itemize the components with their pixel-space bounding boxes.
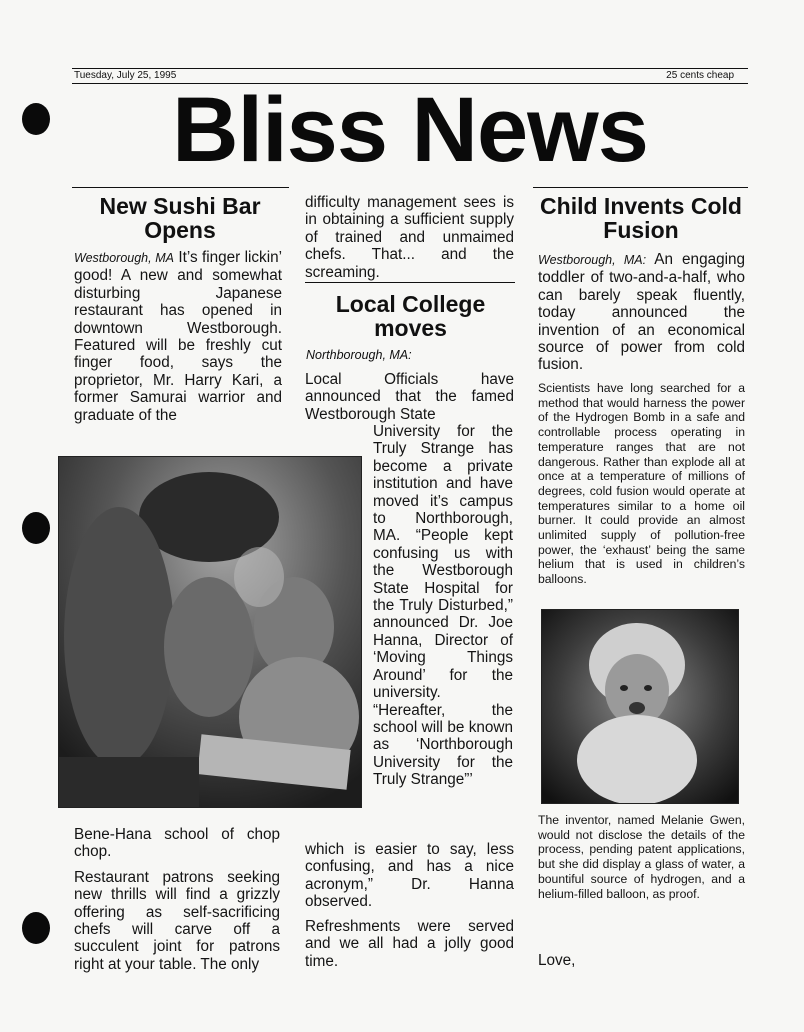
binder-hole-bottom — [22, 912, 50, 944]
issue-price: 25 cents cheap — [666, 70, 734, 81]
masthead-rule-left — [72, 187, 289, 188]
sushi-continued — [74, 826, 280, 973]
fusion-lead — [538, 251, 745, 374]
masthead-rule-right — [533, 187, 748, 188]
fusion-lead-text: An engaging toddler of two-and-a-half, who can barely speak fluently, today announced the invention of an economical source of power from cold fusion. — [538, 251, 745, 374]
fusion-dateline: Westborough, MA: — [538, 253, 647, 267]
college-narrow-text: University for the Truly Strange has become a private institution and have moved it’s campus to Northborough, MA. “People kept confusing us with the Westborough State Hospital for the Truly Disturbed,” announced Dr. Joe Hanna, Director of ‘Moving Things Around’ for the university. “Hereafter, the school will be known as ‘Northborough University for the Truly Strange”’ — [373, 423, 513, 789]
fusion-body: Scientists have long searched for a method that would harness the power of the Hydrogen Bomb in a safe and controllable process operating in temperature ranges that are not dangerous. Rather than explode all at once at a temperature of millions of degrees, cold fusion would operate at temperatures similar to a home oil burner. It could provide an almost unlimited supply of pollution-free power, the ‘exhaust’ being the same helium that is used in children’s balloons. — [538, 381, 745, 587]
college-dateline: Northborough, MA: — [306, 348, 412, 362]
issue-date: Tuesday, July 25, 1995 — [74, 70, 177, 81]
sushi-cont-3: difficulty management sees is in obtaining a sufficient supply of trained and unmaimed chefs. That... and the screaming. — [305, 194, 514, 281]
fusion-photo — [541, 609, 739, 804]
sushi-lead — [74, 249, 282, 424]
college-headline: Local College moves — [335, 291, 486, 341]
sushi-dateline: Westborough, MA — [74, 251, 174, 265]
fusion-caption: The inventor, named Melanie Gwen, would not disclose the details of the process, pending patent applications, but she did display a glass of water, a bountiful source of hydrogen, and a helium-filled balloon, as proof. — [538, 813, 745, 901]
column2-rule — [305, 282, 515, 283]
college-tail: which is easier to say, less confusing, and has a nice acronym,” Dr. Hanna observed. — [305, 841, 514, 911]
sushi-cont-2: Restaurant patrons seeking new thrills will find a grizzly offering as self-sacrificing chefs will carve off a succulent joint for patrons right at your table. The only — [74, 868, 280, 973]
sushi-lead-text: It’s finger lickin’ good! A new and somewhat disturbing Japanese restaurant has opened in downtown Westborough. Featured will be freshly cut finger food, says the proprietor, Mr. Harry Kari, a former Samurai warrior and graduate of the — [74, 249, 283, 424]
binder-hole-top — [22, 103, 50, 135]
sushi-cont-1: Bene-Hana school of chop chop. — [74, 826, 280, 861]
masthead-title: Bliss News — [172, 79, 648, 181]
sushi-headline: New Sushi Bar Opens — [99, 193, 261, 243]
sushi-photo — [58, 456, 362, 808]
top-rule — [72, 68, 748, 69]
fusion-headline: Child Invents Cold Fusion — [540, 193, 742, 243]
college-lead: Local Officials have announced that the famed Westborough State — [305, 371, 514, 423]
binder-hole-middle — [22, 512, 50, 544]
college-closing: Refreshments were served and we all had a jolly good time. — [305, 918, 514, 970]
sushi-photo-image — [59, 457, 361, 807]
fusion-signoff: Love, — [538, 952, 576, 969]
fusion-photo-image — [542, 610, 738, 803]
